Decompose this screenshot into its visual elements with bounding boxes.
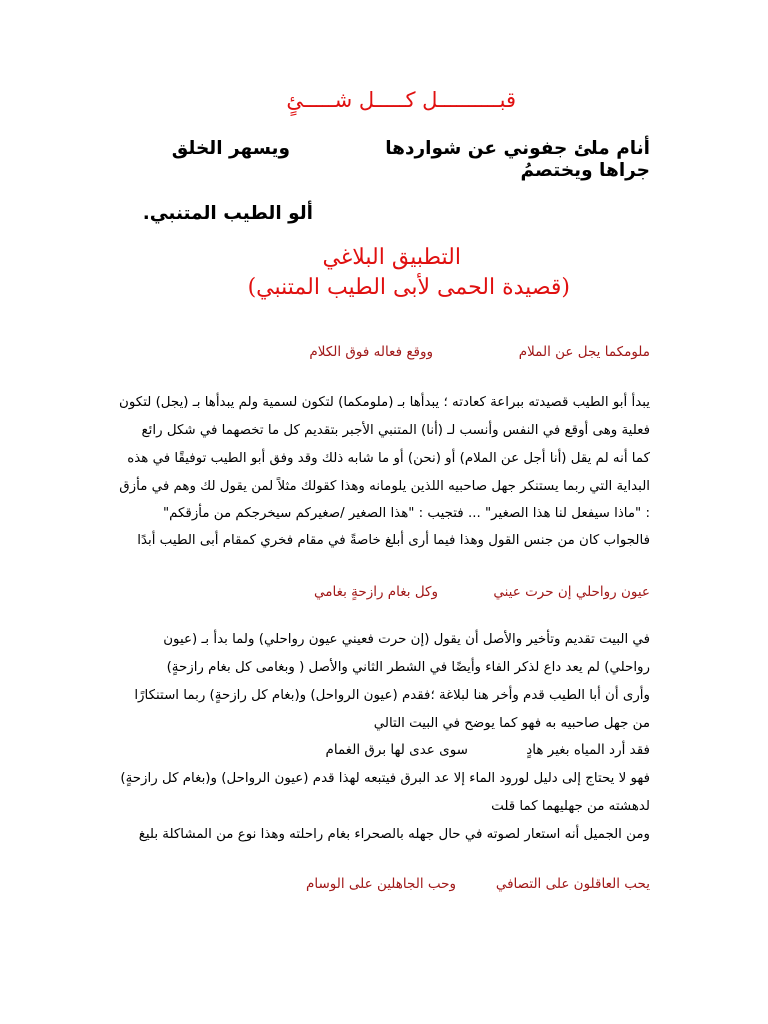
opening-verse-hemistich-2-continued: جراها ويختصمُ bbox=[520, 160, 650, 181]
paragraph-1-line-3: كما أنه لم يقل (أنا أجل عن الملام) أو (نحن) أو ما شابه ذلك وقد وفق أبو الطيب توفيقًا في هذه bbox=[127, 451, 650, 466]
verse-3-hemistich-2: سوى عدى لها برق الغمام bbox=[325, 742, 468, 758]
paragraph-2-line-4: من جهل صاحبيه به فهو كما يوضح في البيت التالي bbox=[373, 716, 650, 731]
verse-1-hemistich-1: ملومكما يجل عن الملام bbox=[518, 344, 650, 360]
section-subtitle: (قصيدة الحمى لأبى الطيب المتنبي) bbox=[247, 275, 570, 300]
paragraph-3-line-2: لدهشته من جهليهما كما قلت bbox=[491, 799, 650, 814]
verse-2-hemistich-1: عيون رواحلي إن حرت عيني bbox=[493, 584, 650, 600]
verse-1-hemistich-2: ووقع فعاله فوق الكلام bbox=[309, 344, 433, 360]
paragraph-1-line-1: يبدأ أبو الطيب قصيدته ببراعة كعادته ؛ يبدأها بـ (ملومكما) لتكون لسمية ولم يبدأها بـ (يجل) لتكون bbox=[119, 395, 650, 410]
paragraph-2-line-1: في البيت تقديم وتأخير والأصل أن يقول (إن حرت فعيني عيون رواحلي) ولما بدأ بـ (عيون bbox=[163, 632, 650, 647]
paragraph-3-line-1: فهو لا يحتاج إلى دليل لورود الماء إلا عد البرق فيتبعه لهذا قدم (عيون الرواحل) و(بغام كل رازحةٍ) bbox=[120, 771, 650, 786]
paragraph-3-line-3: ومن الجميل أنه استعار لصوته في حال جهله بالصحراء بغام راحلته وهذا نوع من المشاكلة بليغ bbox=[138, 827, 650, 842]
poet-attribution: ألو الطيب المتنبي. bbox=[142, 203, 313, 224]
verse-4-hemistich-1: يحب العاقلون على التصافي bbox=[495, 876, 650, 892]
paragraph-1-line-2: فعلية وهى أوقع في النفس وأنسب لـ (أنا) المتنبي الأجبر بتقديم كل ما تخصهما في شكل رائع bbox=[141, 423, 650, 438]
paragraph-1-line-6: فالجواب كان من جنس القول وهذا فيما أرى أبلغ خاصةً في مقام فخري كمقام أبى الطيب أبدًا bbox=[137, 533, 650, 548]
opening-verse-hemistich-2: ويسهر الخلق bbox=[171, 138, 290, 159]
verse-3-hemistich-1: فقد أرد المياه بغير هادٍ bbox=[526, 742, 650, 758]
paragraph-1-line-5: : "ماذا سيفعل لنا هذا الصغير" ... فتجيب : "هذا الصغير /صغيركم سيخرجكم من مأزقكم" bbox=[162, 506, 650, 521]
paragraph-2-line-3: وأرى أن أبا الطيب قدم وأخر هنا لبلاغة ؛فقدم (عيون الرواحل) و(بغام كل رازحةٍ) ربما استنكارًا bbox=[134, 688, 650, 703]
opening-verse-hemistich-1: أنام ملئ جفوني عن شواردها bbox=[385, 138, 650, 159]
verse-4-hemistich-2: وحب الجاهلين على الوسام bbox=[305, 876, 456, 892]
section-title: التطبيق البلاغي bbox=[322, 245, 461, 270]
paragraph-2-line-2: رواحلي) لم يعد داع لذكر الفاء وأيضًا في الشطر الثاني والأصل ( وبغامى كل بغام رازحةٍ) bbox=[166, 660, 650, 675]
paragraph-1-line-4: البداية التي ربما يستنكر جهل صاحبيه اللذين يلومانه وهذا كقولك مثلاً لمن يقول لك وهم في مأزق bbox=[119, 479, 650, 494]
heading: قبــــــــــل كـــــل شـــــئٍ bbox=[286, 88, 516, 112]
verse-2-hemistich-2: وكل بغام رازحةٍ بغامي bbox=[313, 584, 438, 600]
